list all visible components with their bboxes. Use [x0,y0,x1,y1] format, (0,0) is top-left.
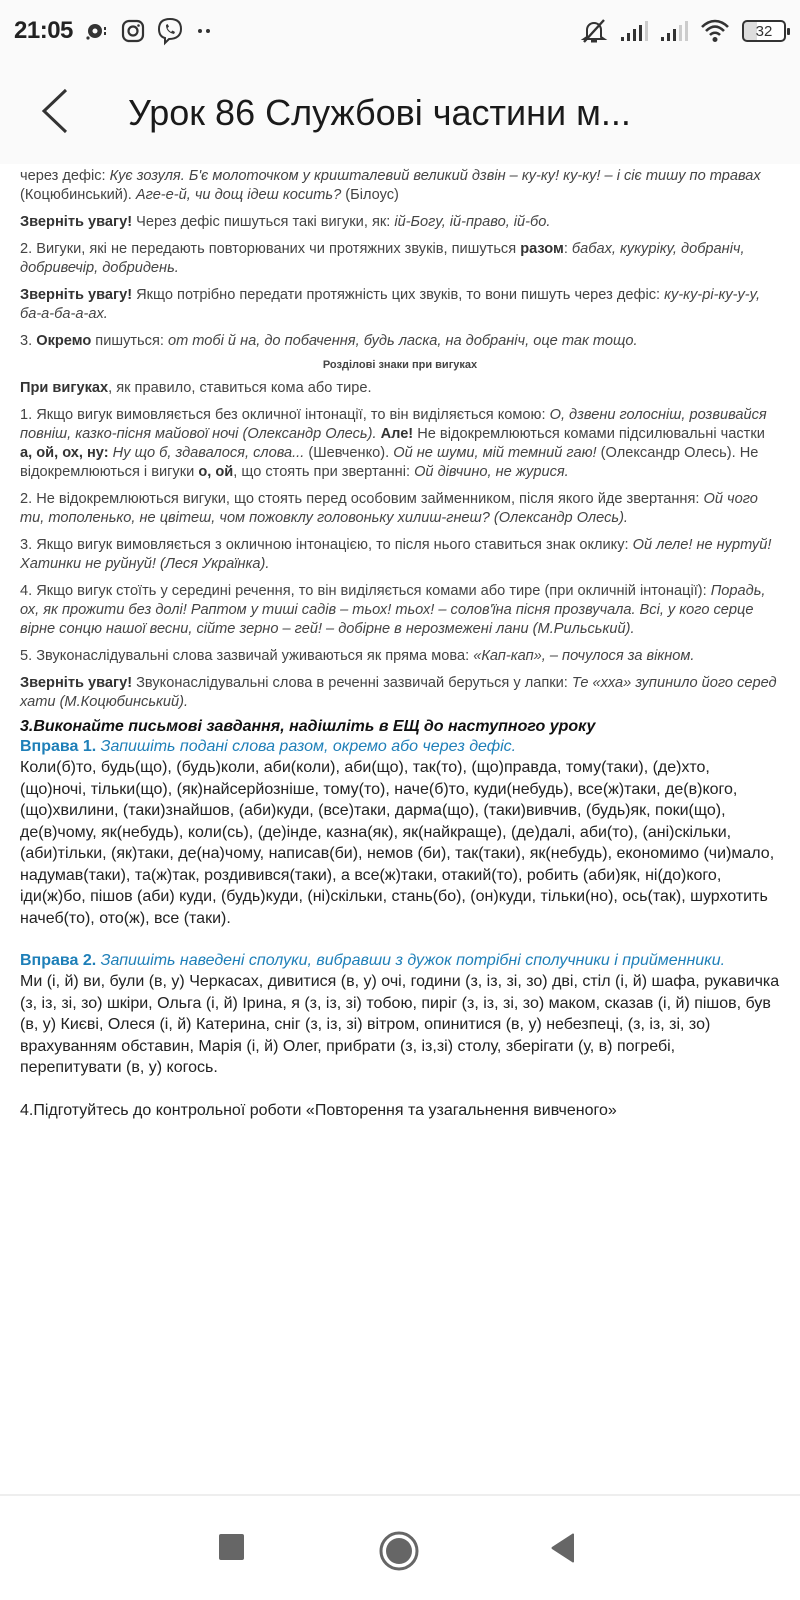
section-heading: Розділові знаки при вигуках [322,359,478,371]
signal-sim1-icon [620,20,648,42]
status-time: 21:05 [14,17,73,44]
back-button[interactable] [0,62,110,164]
note-attention-2: Зверніть увагу! Якщо потрібно передати протяжність цих звуків, то вони пишуть через дефіс: ку-ку-рі-ку-у-у, ба-а-ба-а-ах. [20,287,761,322]
app-header [0,62,800,164]
page-title: Урок 86 Службові частини м... [128,92,631,133]
rule-2: 2. Не відокремлюються вигуки, що стоять перед особовим займенником, після якого йде звертання: Ой чого ти, тополенько, не цвітеш, чом пожовклу головоньку хилиш-гнеш? (Олександр Олесь). [20,491,758,526]
square-icon [218,1532,246,1567]
paragraph-together-rule: 2. Вигуки, які не передають повторюваних чи протяжних звуків, пишуться разом: бабах, кукуріку, добраніч, добривечір, добридень. [20,241,745,276]
notification-dot-icon [85,21,109,41]
home-circle-icon [378,1530,420,1577]
battery-indicator: 32 [742,20,786,42]
paragraph-hyphen-rule: через дефіс: Кує зозуля. Б'є молоточком у кришталевий великий дзвін – ку-ку! ку-ку! – і сіє тишу по травах (Коцюбинський). Аге-е-й, чи дощ ідеш косить? (Білоус) [20,168,761,203]
status-left-icons [85,17,215,45]
paragraph-intro: При вигуках, як правило, ставиться кома або тире. [20,380,372,396]
rule-3: 3. Якщо вигук вимовляється з окличною інтонацією, то після нього ставиться знак оклику: Ой леле! не нуртуй! Хатинки не руйнуй! (Леся Українка). [20,537,772,572]
instagram-icon [121,19,145,43]
rule-1: 1. Якщо вигук вимовляється без окличної інтонації, то він виділяється комою: О, дзвени голосніш, розвивайся повніш, казко-пісня майової ночі (Олександр Олесь). Але! Не відокремлюються комами підсилювальні частки а, ой, ох, ну: Ну що б, здавалося, слова... (Шевченко). Ой не шуми, мій темний гаю! (Олександр Олесь). Не відокремлюються і вигуки о, ой, що стоять при звертанні: Ой дівчино, не журися. [20,407,767,480]
exercise-2-title: Вправа 2. Запишіть наведені сполуки, вибравши з дужок потрібні сполучники і прийменники. [20,952,726,969]
triangle-back-icon [548,1532,578,1569]
note-attention-3: Зверніть увагу! Звуконаслідувальні слова в реченні зазвичай беруться у лапки: Те «хха» зупинило його серед хати (М.Коцюбинський). [20,675,777,710]
rule-5: 5. Звуконаслідувальні слова зазвичай уживаються як пряма мова: «Кап-кап», – почулося за вікном. [20,648,695,664]
home-button[interactable] [378,1530,420,1577]
exercise-1-title: Вправа 1. Запишіть подані слова разом, окремо або через дефіс. [20,738,517,755]
exercise-1-body: Коли(б)то, будь(що), (будь)коли, аби(коли), аби(що), так(то), (що)правда, тому(таки), (де)хто, (що)ночі, тільки(що), (як)найсерйозніше, тому(то), наче(б)то, куди(небудь), все(ж)таки, де(в)кого, (що)хвилини, (таки)знайшов, (аби)куди, (все)таки, дарма(що), (таки)вивчив, (будь)як, поки(що), де(в)чому, як(небудь), коли(сь), (де)інде, казна(як), як(найкраще), (де)далі, аби(то), (ані)скільки, (аби)тільки, (як)таки, де(на)чому, написав(би), немов (би), так(таки), як(небудь), економимо (чи)мало, надумав(таки), та(ж)так, роздивився(таки), а все(ж)таки, отакий(то), робить (аби)як, ні(до)кого, іди(ж)бо, пішов (аби) куди, (будь)куди, (ні)скільки, стань(бо), (он)куди, тільки(но), ось(так), шурхотить начеб(то), ото(ж), все (таки). [20,759,775,927]
note-attention-1: Зверніть увагу! Через дефіс пишуться такі вигуки, як: ій-Богу, ій-право, ій-бо. [20,214,551,230]
status-bar [0,0,800,62]
task-4: 4.Підготуйтесь до контрольної роботи «Повторення та узагальнення вивченого» [20,1101,617,1119]
nav-back-button[interactable] [548,1532,578,1569]
task-3-heading: 3.Виконайте письмові завдання, надішліть в ЕЩ до наступного уроку [20,718,596,735]
viber-icon [157,17,183,45]
signal-sim2-icon [660,20,688,42]
wifi-icon [700,19,730,43]
exercise-2-body: Ми (і, й) ви, були (в, у) Черкасах, дивитися (в, у) очі, години (з, із, зі, зо) дві, стіл (і, й) шафа, рукавичка (з, із, зі, зо) шкіри, Ольга (і, й) Ірина, я (з, із, зі) тобою, пиріг (з, із, зі, зо) маком, сказав (і, й) пішов, був (в, у) Києві, Олеся (і, й) Катерина, сніг (з, із, зі) вітром, опинитися (в, у) небезпеці, (з, із, зі, зо) врахуванням обставин, Марія (і, й) Олег, прибрати (з, із,зі) столу, зберігати (у, в) погребі, перепитувати (в, у) когось. [20,973,780,1076]
more-dots-icon [195,26,215,36]
paragraph-separate-rule: 3. Окремо пишуться: от тобі й на, до побачення, будь ласка, на добраніч, оце так тощо. [20,333,638,349]
chevron-left-icon [40,87,70,140]
system-nav-bar [0,1494,800,1600]
lesson-content[interactable] [0,164,800,1494]
bell-muted-icon [580,18,608,44]
rule-4: 4. Якщо вигук стоїть у середині речення, то він виділяється комами або тире (при окличній інтонації): Порадь, ох, як прожити без долі! Раптом у тиші садів – тьох! тьох! – солов'їна пісня прозвучала. Всі, у кого серце вірне сонцю нашої весни, сійте зерно – гей! – добірне в нерозмежені лани (М.Рильський). [20,583,766,637]
recents-button[interactable] [218,1532,246,1567]
status-right-icons [580,18,786,44]
